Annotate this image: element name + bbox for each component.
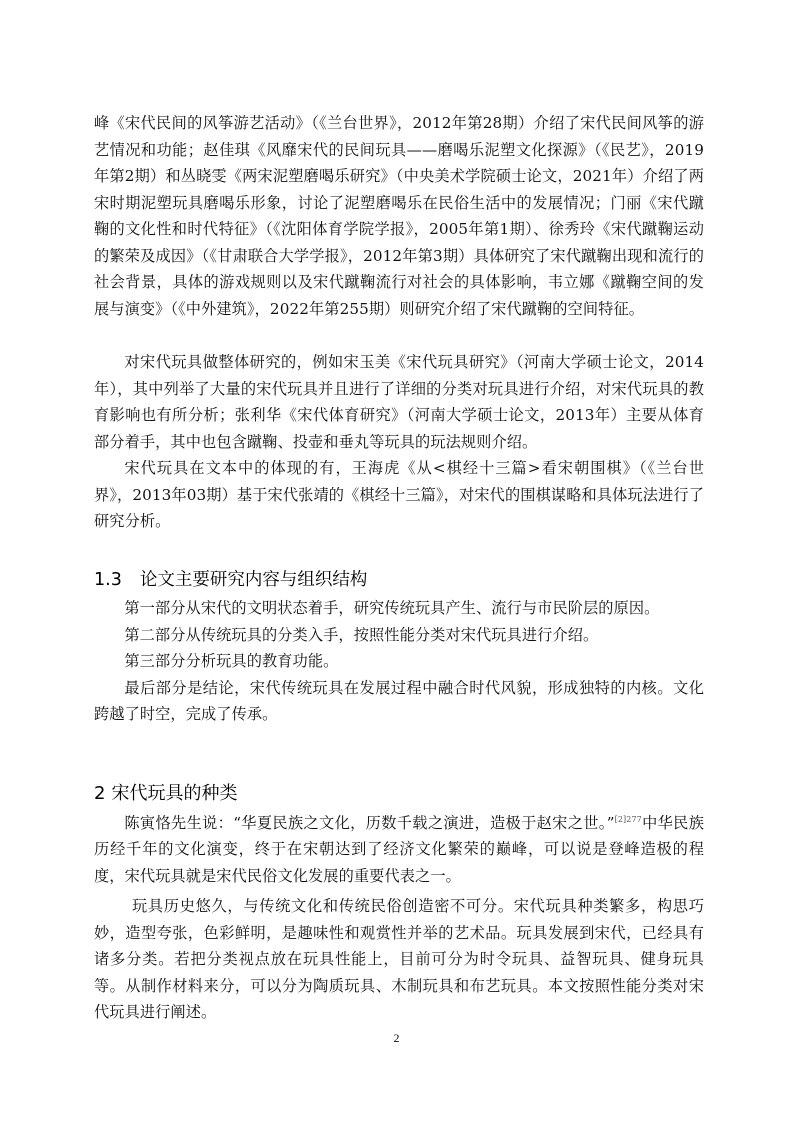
- chapter-heading-2: [94, 779, 704, 809]
- paragraph-toy-classification: 玩具历史悠久，与传统文化和传统民俗创造密不可分。宋代玩具种类繁多，构思巧妙，造型夸张，色彩鲜明，是趣味性和观赏性并举的艺术品。玩具发展到宋代，已经具有诸多分类。若把分类视点放在玩具性能上，目前可分为时令玩具、益智玩具、健身玩具等。从制作材料来分，可以分为陶质玩具、木制玩具和布艺玩具。本文按照性能分类对宋代玩具进行阐述。: [94, 897, 704, 1021]
- page-number: 2: [393, 1031, 400, 1045]
- page-body: [94, 110, 704, 1026]
- structure-item-part-two: 第二部分从传统玩具的分类入手，按照性能分类对宋代玩具进行介绍。: [124, 625, 599, 644]
- chapter-title: 宋代玩具的种类: [111, 782, 238, 804]
- paragraph-textual-toy-research: 宋代玩具在文本中的体现的有，王海虎《从<棋经十三篇>看宋朝围棋》（《兰台世界》，2013年03期）基于宋代张靖的《棋经十三篇》，对宋代的围棋谋略和具体玩法进行了研究分析。: [94, 459, 704, 530]
- paragraph-overall-toy-research: 对宋代玩具做整体研究的，例如宋玉美《宋代玩具研究》（河南大学硕士论文，2014年），其中列举了大量的宋代玩具并且进行了详细的分类对玩具进行介绍，对宋代玩具的教育影响也有所分析；张利华《宋代体育研究》（河南大学硕士论文，2013年）主要从体育部分着手，其中也包含蹴鞠、投壶和垂丸等玩具的玩法规则介绍。: [94, 353, 704, 451]
- section-number: 1.3: [94, 570, 122, 590]
- structure-item-conclusion: 最后部分是结论，宋代传统玩具在发展过程中融合时代风貌，形成独特的内核。文化跨越了时空，完成了传承。: [94, 678, 704, 723]
- quote-text: 陈寅恪先生说：“华夏民族之文化，历数千载之演进，造极于赵宋之世。”: [124, 813, 615, 832]
- citation-superscript: [2]277: [614, 814, 642, 824]
- paragraph-literature-review-kites-clay-cuju: 峰《宋代民间的风筝游艺活动》（《兰台世界》，2012年第28期）介绍了宋代民间风筝的游艺情况和功能；赵佳琪《风靡宋代的民间玩具——磨喝乐泥塑文化探源》（《民艺》，2019年第2期）和丛晓雯《两宋泥塑磨喝乐研究》（中央美术学院硕士论文，2021年）介绍了两宋时期泥塑玩具磨喝乐形象，讨论了泥塑磨喝乐在民俗生活中的发展情况；门丽《宋代蹴鞠的文化性和时代特征》（《沈阳体育学院学报》，2005年第1期）、徐秀玲《宋代蹴鞠运动的繁荣及成因》（《甘肃联合大学学报》，2012年第3期）具体研究了宋代蹴鞠出现和流行的社会背景，具体的游戏规则以及宋代蹴鞠流行对社会的具体影响，韦立娜《蹴鞠空间的发展与演变》（《中外建筑》，2022年第255期）则研究介绍了宋代蹴鞠的空间特征。: [94, 114, 704, 318]
- section-title: 论文主要研究内容与组织结构: [139, 570, 368, 590]
- structure-item-part-three: 第三部分分析玩具的教育功能。: [124, 652, 339, 670]
- quote-followup-text: 中华民族历经千年的文化演变，终于在宋朝达到了经济文化繁荣的巅峰，可以说是登峰造极的程度，宋代玩具就是宋代民俗文化发展的重要代表之一。: [94, 813, 705, 885]
- chapter-number: 2: [94, 782, 106, 804]
- section-1-3-body: [94, 595, 704, 728]
- structure-item-part-one: 第一部分从宋代的文明状态着手，研究传统玩具产生、流行与市民阶层的原因。: [124, 599, 660, 617]
- paragraph-chen-yinke-quote: [94, 810, 704, 890]
- section-heading-1-3: [94, 566, 704, 594]
